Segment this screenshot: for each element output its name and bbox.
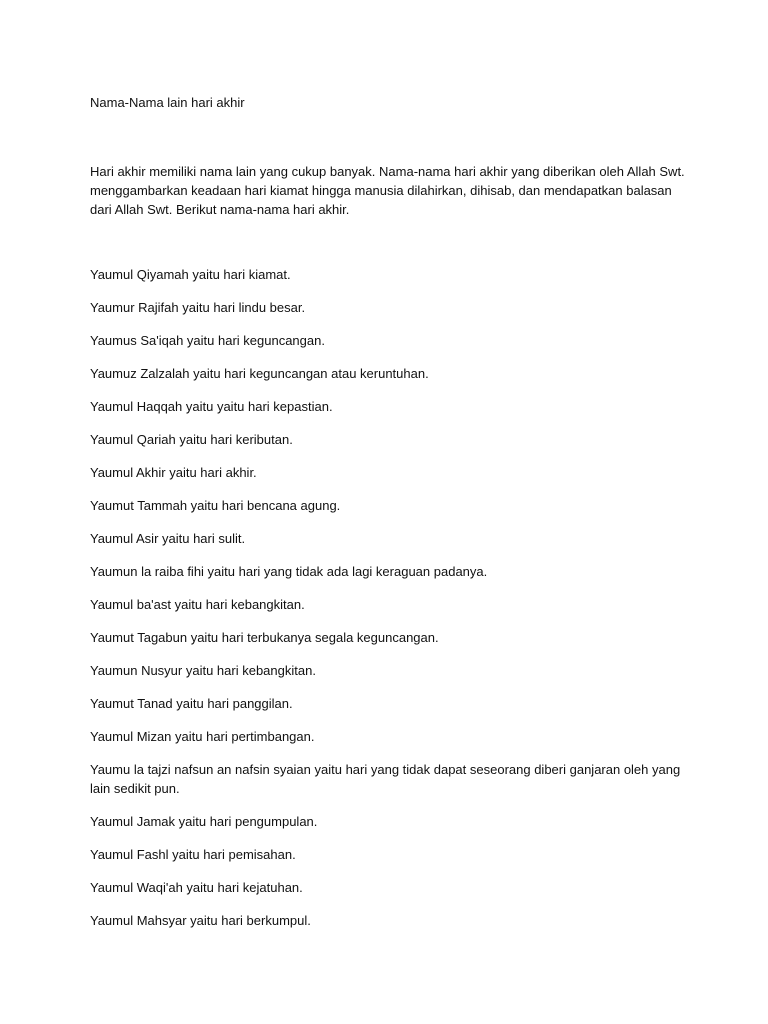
list-item: Yaumul Asir yaitu hari sulit. [90,531,246,546]
list-item: Yaumun la raiba fihi yaitu hari yang tidak ada lagi keraguan padanya. [90,564,488,579]
list-item: Yaumul Haqqah yaitu yaitu hari kepastian. [90,399,333,414]
list-item: Yaumul Qariah yaitu hari keributan. [90,432,293,447]
list-item: Yaumul Fashl yaitu hari pemisahan. [90,847,296,862]
list-item: Yaumut Tammah yaitu hari bencana agung. [90,498,341,513]
list-item: Yaumul Qiyamah yaitu hari kiamat. [90,267,291,282]
list-item: Yaumun Nusyur yaitu hari kebangkitan. [90,663,316,678]
list-item: Yaumu la tajzi nafsun an nafsin syaian yaitu hari yang tidak dapat seseorang diberi ganjaran oleh yang lain sedikit pun. [90,762,681,796]
list-item: Yaumul Mizan yaitu hari pertimbangan. [90,729,315,744]
list-item: Yaumut Tanad yaitu hari panggilan. [90,696,293,711]
names-list [90,265,690,944]
list-item: Yaumul Mahsyar yaitu hari berkumpul. [90,913,311,928]
list-item: Yaumul Waqi'ah yaitu hari kejatuhan. [90,880,303,895]
list-item: Yaumuz Zalzalah yaitu hari keguncangan atau keruntuhan. [90,366,429,381]
intro-paragraph: Hari akhir memiliki nama lain yang cukup banyak. Nama-nama hari akhir yang diberikan oleh Allah Swt. menggambarkan keadaan hari kiamat hingga manusia dilahirkan, dihisab, dan mendapatkan balasan dari Allah Swt. Berikut nama-nama hari akhir. [90,164,685,217]
list-item: Yaumut Tagabun yaitu hari terbukanya segala keguncangan. [90,630,439,645]
list-item: Yaumur Rajifah yaitu hari lindu besar. [90,300,306,315]
list-item: Yaumul Jamak yaitu hari pengumpulan. [90,814,318,829]
list-item: Yaumus Sa'iqah yaitu hari keguncangan. [90,333,325,348]
document-title: Nama-Nama lain hari akhir [90,95,245,110]
list-item: Yaumul ba'ast yaitu hari kebangkitan. [90,597,305,612]
list-item: Yaumul Akhir yaitu hari akhir. [90,465,257,480]
